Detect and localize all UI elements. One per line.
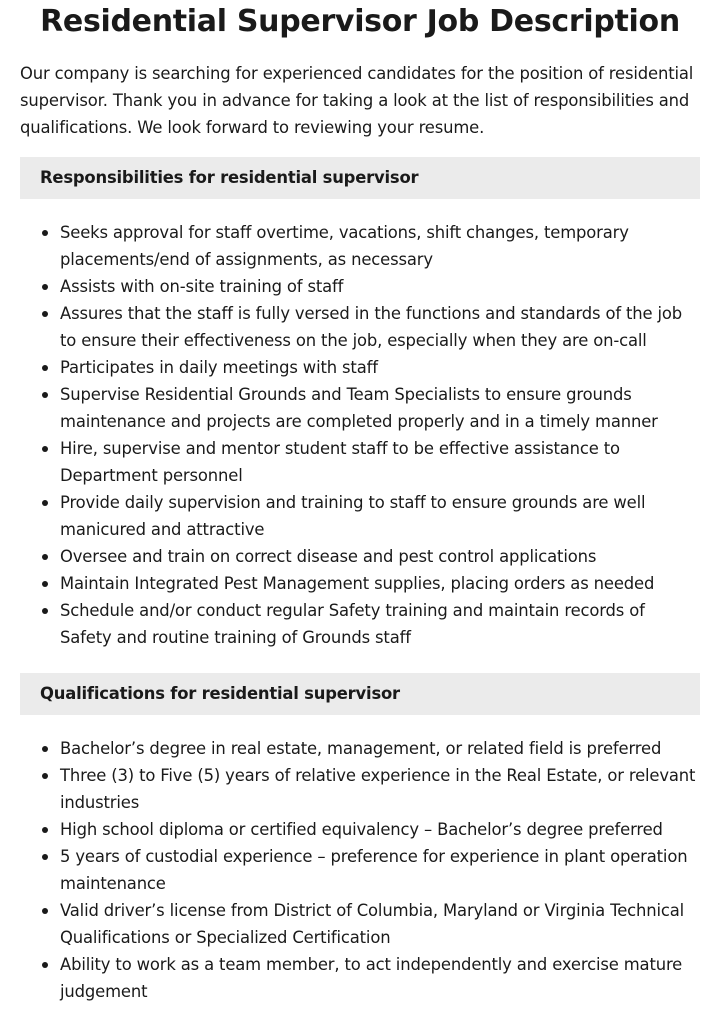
qualifications-list [20,735,700,1005]
qualifications-header: Qualifications for residential supervisor [20,673,700,715]
responsibility-item: Schedule and/or conduct regular Safety training and maintain records of Safety and routine training of Grounds staff [60,597,700,651]
responsibility-item: Provide daily supervision and training to staff to ensure grounds are well manicured and attractive [60,489,700,543]
responsibility-item: Oversee and train on correct disease and pest control applications [60,543,700,570]
intro-paragraph: Our company is searching for experienced candidates for the position of residential supervisor. Thank you in advance for taking a look at the list of responsibilities and qualifications. We look forward to reviewing your resume. [20,64,694,137]
qualification-item: High school diploma or certified equivalency – Bachelor’s degree preferred [60,816,700,843]
responsibility-item: Hire, supervise and mentor student staff to be effective assistance to Department personnel [60,435,700,489]
qualification-item: Bachelor’s degree in real estate, management, or related field is preferred [60,735,700,762]
responsibility-item: Assures that the staff is fully versed in the functions and standards of the job to ensure their effectiveness on the job, especially when they are on-call [60,300,700,354]
responsibility-item: Maintain Integrated Pest Management supplies, placing orders as needed [60,570,700,597]
responsibility-item: Seeks approval for staff overtime, vacations, shift changes, temporary placements/end of assignments, as necessary [60,219,700,273]
qualification-item: Ability to work as a team member, to act independently and exercise mature judgement [60,951,700,1005]
qualification-item: 5 years of custodial experience – preference for experience in plant operation maintenance [60,843,700,897]
qualification-item: Valid driver’s license from District of Columbia, Maryland or Virginia Technical Qualifications or Specialized Certification [60,897,700,951]
page-title: Residential Supervisor Job Description [40,4,680,39]
responsibility-item: Participates in daily meetings with staff [60,354,700,381]
responsibility-item: Supervise Residential Grounds and Team Specialists to ensure grounds maintenance and projects are completed properly and in a timely manner [60,381,700,435]
responsibilities-list [20,219,700,651]
qualification-item: Three (3) to Five (5) years of relative experience in the Real Estate, or relevant industries [60,762,700,816]
responsibilities-header: Responsibilities for residential supervisor [20,157,700,199]
responsibility-item: Assists with on-site training of staff [60,273,700,300]
